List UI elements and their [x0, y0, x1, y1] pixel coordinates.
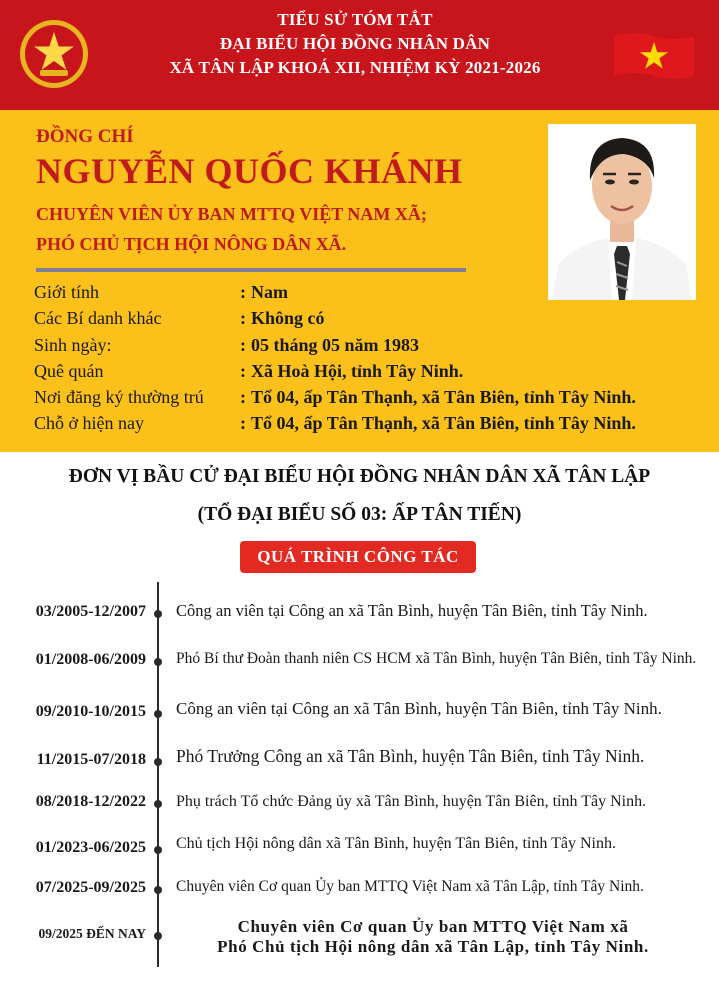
national-emblem-icon — [18, 18, 90, 90]
career-description: Phó Trưởng Công an xã Tân Bình, huyện Tân Biên, tỉnh Tây Ninh. — [176, 746, 645, 766]
vietnam-flag-icon — [612, 30, 696, 82]
info-value: Xã Hoà Hội, tỉnh Tây Ninh. — [251, 361, 464, 381]
career-period: 07/2025-09/2025 — [35, 879, 146, 896]
career-period: 01/2008-06/2009 — [35, 651, 146, 668]
info-value: Không có — [251, 308, 325, 328]
career-description: Phụ trách Tổ chức Đảng ủy xã Tân Bình, huyện Tân Biên, tỉnh Tây Ninh. — [176, 793, 647, 810]
career-description: Chủ tịch Hội nông dân xã Tân Bình, huyện Tân Biên, tỉnh Tây Ninh. — [176, 835, 616, 852]
delegate-name: NGUYỄN QUỐC KHÁNH — [36, 151, 463, 191]
delegate-role-1: CHUYÊN VIÊN ỦY BAN MTTQ VIỆT NAM XÃ; — [36, 204, 427, 224]
info-label: Giới tính — [34, 282, 100, 302]
career-period: 03/2005-12/2007 — [35, 603, 146, 620]
header-title-line1: TIỂU SỬ TÓM TẮT — [277, 10, 433, 29]
timeline-dot — [154, 758, 162, 766]
info-label: Chỗ ở hiện nay — [34, 413, 145, 433]
timeline-dot — [154, 610, 162, 618]
info-label: Nơi đăng ký thường trú — [34, 387, 204, 407]
career-period: 11/2015-07/2018 — [36, 751, 146, 768]
timeline-line — [157, 582, 159, 967]
info-value: 05 tháng 05 năm 1983 — [251, 335, 420, 355]
timeline-dot — [154, 800, 162, 808]
career-description: Công an viên tại Công an xã Tân Bình, huyện Tân Biên, tỉnh Tây Ninh. — [176, 601, 648, 620]
portrait-photo — [548, 124, 696, 300]
career-description-line2: Phó Chủ tịch Hội nông dân xã Tân Lập, tỉnh Tây Ninh. — [217, 937, 649, 956]
timeline-dot — [154, 658, 162, 666]
header-title-line3: XÃ TÂN LẬP KHOÁ XII, NHIỆM KỲ 2021-2026 — [169, 58, 541, 77]
career-period: 08/2018-12/2022 — [35, 793, 146, 810]
info-colon: : — [240, 335, 246, 355]
info-label: Quê quán — [34, 361, 104, 381]
constituency-title: ĐƠN VỊ BẦU CỬ ĐẠI BIỂU HỘI ĐỒNG NHÂN DÂN XÃ TÂN LẬP — [68, 466, 651, 487]
info-colon: : — [240, 387, 246, 407]
career-description: Công an viên tại Công an xã Tân Bình, huyện Tân Biên, tỉnh Tây Ninh. — [176, 699, 662, 718]
career-description: Chuyên viên Cơ quan Ủy ban MTTQ Việt Nam xã Tân Lập, tỉnh Tây Ninh. — [176, 878, 644, 895]
career-description: Phó Bí thư Đoàn thanh niên CS HCM xã Tân Bình, huyện Tân Biên, tỉnh Tây Ninh. — [176, 650, 697, 667]
info-value: Tổ 04, ấp Tân Thạnh, xã Tân Biên, tỉnh Tây Ninh. — [251, 387, 636, 407]
header-title-line2: ĐẠI BIỂU HỘI ĐỒNG NHÂN DÂN — [219, 34, 491, 53]
career-description-line1: Chuyên viên Cơ quan Ủy ban MTTQ Việt Nam xã — [237, 917, 629, 936]
info-colon: : — [240, 361, 246, 381]
career-period: 09/2025 ĐẾN NAY — [38, 926, 146, 941]
constituency-subtitle: (TỔ ĐẠI BIỂU SỐ 03: ẤP TÂN TIẾN) — [197, 504, 522, 525]
info-colon: : — [240, 282, 246, 302]
info-label: Sinh ngày: — [34, 335, 112, 355]
career-period: 09/2010-10/2015 — [35, 703, 146, 720]
header-banner — [0, 0, 719, 110]
info-colon: : — [240, 413, 246, 433]
info-value: Nam — [251, 282, 288, 302]
honorific: ĐỒNG CHÍ — [36, 126, 134, 147]
info-value: Tổ 04, ấp Tân Thạnh, xã Tân Biên, tỉnh Tây Ninh. — [251, 413, 636, 433]
timeline-dot — [154, 846, 162, 854]
info-label: Các Bí danh khác — [34, 308, 162, 328]
info-colon: : — [240, 308, 246, 328]
career-period: 01/2023-06/2025 — [35, 839, 146, 856]
timeline-dot — [154, 710, 162, 718]
timeline-dot — [154, 886, 162, 894]
divider-line — [36, 268, 466, 272]
section-title-badge: QUÁ TRÌNH CÔNG TÁC — [240, 541, 476, 573]
timeline-dot — [154, 932, 162, 940]
delegate-role-2: PHÓ CHỦ TỊCH HỘI NÔNG DÂN XÃ. — [36, 234, 347, 254]
